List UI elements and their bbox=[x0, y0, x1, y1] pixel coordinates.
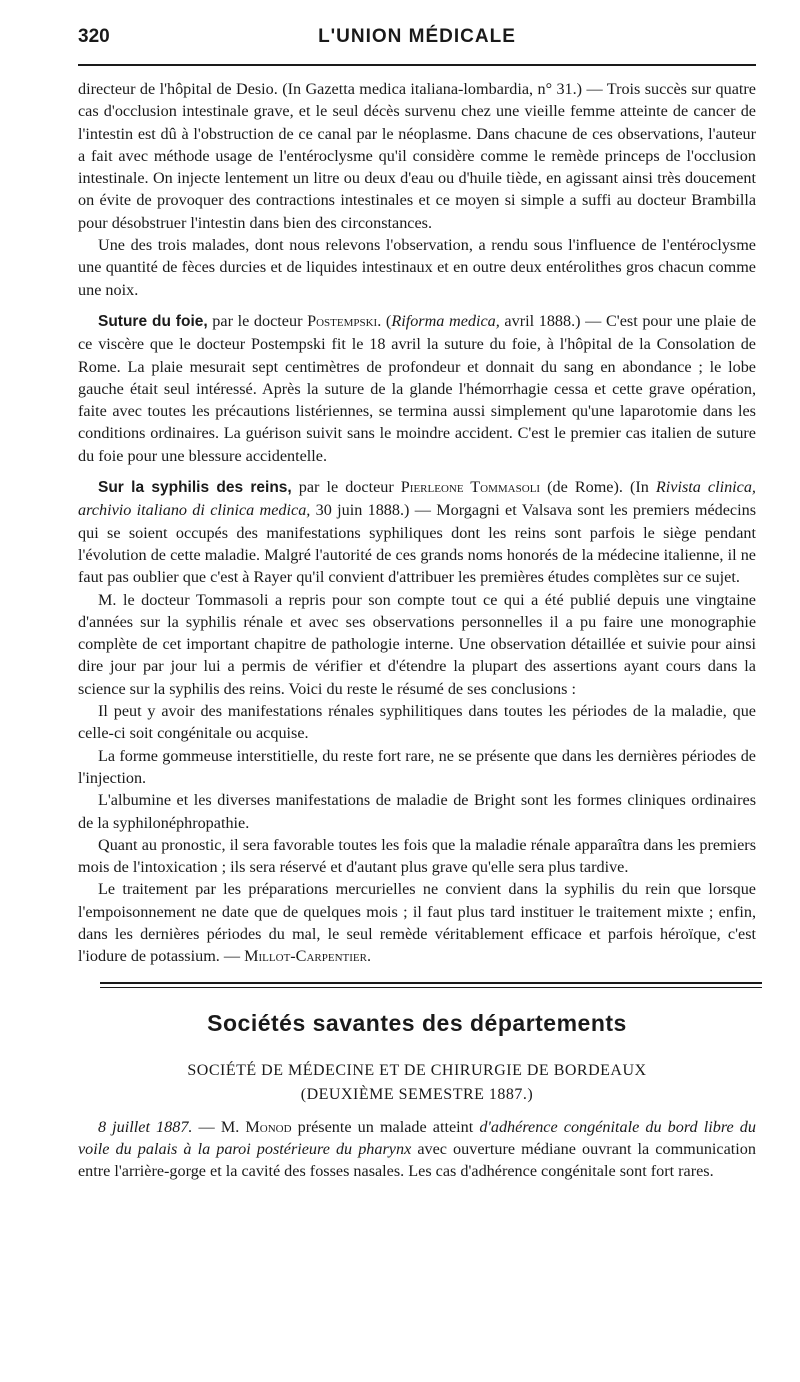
signature: Millot-Carpentier. bbox=[244, 947, 372, 966]
journal-title: L'UNION MÉDICALE bbox=[318, 26, 516, 47]
section-title: Sociétés savantes des départements bbox=[207, 1009, 627, 1036]
dash-text: — M. bbox=[192, 1117, 246, 1136]
session-date: 8 juillet 1887. bbox=[98, 1117, 193, 1136]
author-name: Postempski. bbox=[307, 311, 382, 330]
article-syphilis-paragraph-5: L'albumine et les diverses manifestations de maladie de Bright sont les formes cliniques ordinaires de la syphilonéphropathie. bbox=[78, 791, 756, 832]
article-body: avril 1888.) — C'est pour une plaie de ce viscère que le docteur Postempski fit le 18 avril la suture du foie, à l'hôpital de la Consolation de Rome. La plaie mesurait sept centimètres de profondeur et donnait du sang en abondance ; le lobe gauche était seul intéressé. Après la suture de la glande l'hémorrhagie cessa et cette grave opération, faite avec toutes les précautions listériennes, se termina aussi simplement qu'une laparotomie dans les conditions ordinaires. La guérison suivit sans le moindre accident. C'est le premier cas italien de suture du foie pour une blessure accidentelle. bbox=[78, 311, 756, 465]
byline: par le docteur bbox=[291, 478, 401, 497]
byline: par le docteur bbox=[207, 311, 308, 330]
author-name: Pierleone Tommasoli bbox=[400, 478, 541, 497]
article-syphilis-paragraph-4: La forme gommeuse interstitielle, du reste fort rare, ne se présente que dans les dernières périodes de l'injection. bbox=[78, 746, 756, 787]
article-syphilis-paragraph-3: Il peut y avoir des manifestations rénales syphilitiques dans toutes les périodes de la maladie, que celle-ci soit congénitale ou acquise. bbox=[78, 702, 756, 743]
source-title: Rivista clinica, archivio italiano di clinica medica, bbox=[78, 478, 756, 520]
page-number: 320 bbox=[78, 26, 110, 47]
source-title: Riforma medica, bbox=[391, 311, 500, 330]
paragraph-text: présente un malade atteint bbox=[291, 1117, 480, 1136]
author-place: (de Rome). (In bbox=[540, 478, 656, 497]
presenter-name: Monod bbox=[245, 1117, 292, 1136]
source-open: ( bbox=[381, 311, 392, 330]
paragraph-text: avec ouverture médiane ouvrant la communication entre l'arrière-gorge et la cavité des fosses nasales. Les cas d'adhérence congénitale sont fort rares. bbox=[78, 1139, 756, 1181]
article-syphilis-paragraph-7 bbox=[78, 878, 756, 967]
section-divider bbox=[100, 982, 762, 988]
header-rule bbox=[78, 64, 756, 66]
semester-label: (DEUXIÈME SEMESTRE 1887.) bbox=[300, 1085, 534, 1103]
article-heading: Suture du foie, bbox=[98, 312, 208, 330]
article-entéroclysme-paragraph-2: Une des trois malades, dont nous relevons l'observation, a rendu sous l'influence de l'entéroclysme une quantité de fèces durcies et de liquides intestinaux et en outre deux entérolithes gros chacun comme une noix. bbox=[78, 236, 756, 299]
paragraph-text: Le traitement par les préparations mercurielles ne convient dans la syphilis du rein que lorsque l'empoisonnement ne date que de quelques mois ; il faut plus tard instituer le traitement mixte ; enfin, dans les dernières périodes du mal, le seul remède véritablement efficace et parfois héroïque, c'est l'iodure de potassium. — bbox=[78, 880, 756, 966]
running-header bbox=[78, 24, 756, 54]
session-paragraph bbox=[78, 1116, 756, 1183]
article-suture-foie bbox=[78, 310, 756, 467]
condition-text: d'adhérence congénitale du bord libre du voile du palais à la paroi postérieure du pharynx bbox=[78, 1117, 756, 1158]
article-body: 30 juin 1888.) — Morgagni et Valsava sont les premiers médecins qui se soient occupés des manifestations syphiliques dont les reins sont parfois le siège pendant l'évolution de cette maladie. Malgré l'autorité de ces grands noms honorés de la médecine italienne, il ne faut pas oublier que c'est à Rayer qu'il convient d'attribuer les premières études complètes sur ce sujet. bbox=[78, 501, 756, 587]
article-syphilis-reins bbox=[78, 476, 756, 588]
society-name: SOCIÉTÉ DE MÉDECINE ET DE CHIRURGIE DE BORDEAUX bbox=[187, 1061, 647, 1079]
article-syphilis-paragraph-6: Quant au pronostic, il sera favorable toutes les fois que la maladie rénale apparaîtra dans les premiers mois de l'intoxication ; ils sera réservé et d'autant plus grave qu'elle sera plus tardive. bbox=[78, 835, 756, 877]
article-entéroclysme-paragraph-1: directeur de l'hôpital de Desio. (In Gazetta medica italiana-lombardia, n° 31.) — Trois succès sur quatre cas d'occlusion intestinale grave, et le seul décès survenu chez une vieille femme atteinte de cancer de l'intestin est dû à l'obstruction de ce canal par le néoplasme. Dans chacune de ces observations, l'auteur a fait avec méthode usage de l'entéroclysme qu'il considère comme le remède princeps de l'occlusion intestinale. On injecte lentement un litre ou deux d'eau ou d'huile tiède, en agissant ainsi très doucement on évite de provoquer des contractions intestinales et ce moyen si simple a suffi au docteur Brambilla pour désobstruer l'intestin dans bien des circonstances. bbox=[78, 80, 756, 232]
article-heading: Sur la syphilis des reins, bbox=[98, 479, 292, 497]
article-syphilis-paragraph-2: M. le docteur Tommasoli a repris pour son compte tout ce qui a été publié depuis une vingtaine d'années sur la syphilis rénale et avec ses observations personnelles il a pu faire une monographie complète de cet important chapitre de pathologie interne. Une observation détaillée et suivie pour ainsi dire jour par jour lui a permis de vérifier et d'étendre la plupart des assertions ayant cours dans la science sur la syphilis des reins. Voici du reste le résumé de ses conclusions : bbox=[78, 590, 756, 698]
